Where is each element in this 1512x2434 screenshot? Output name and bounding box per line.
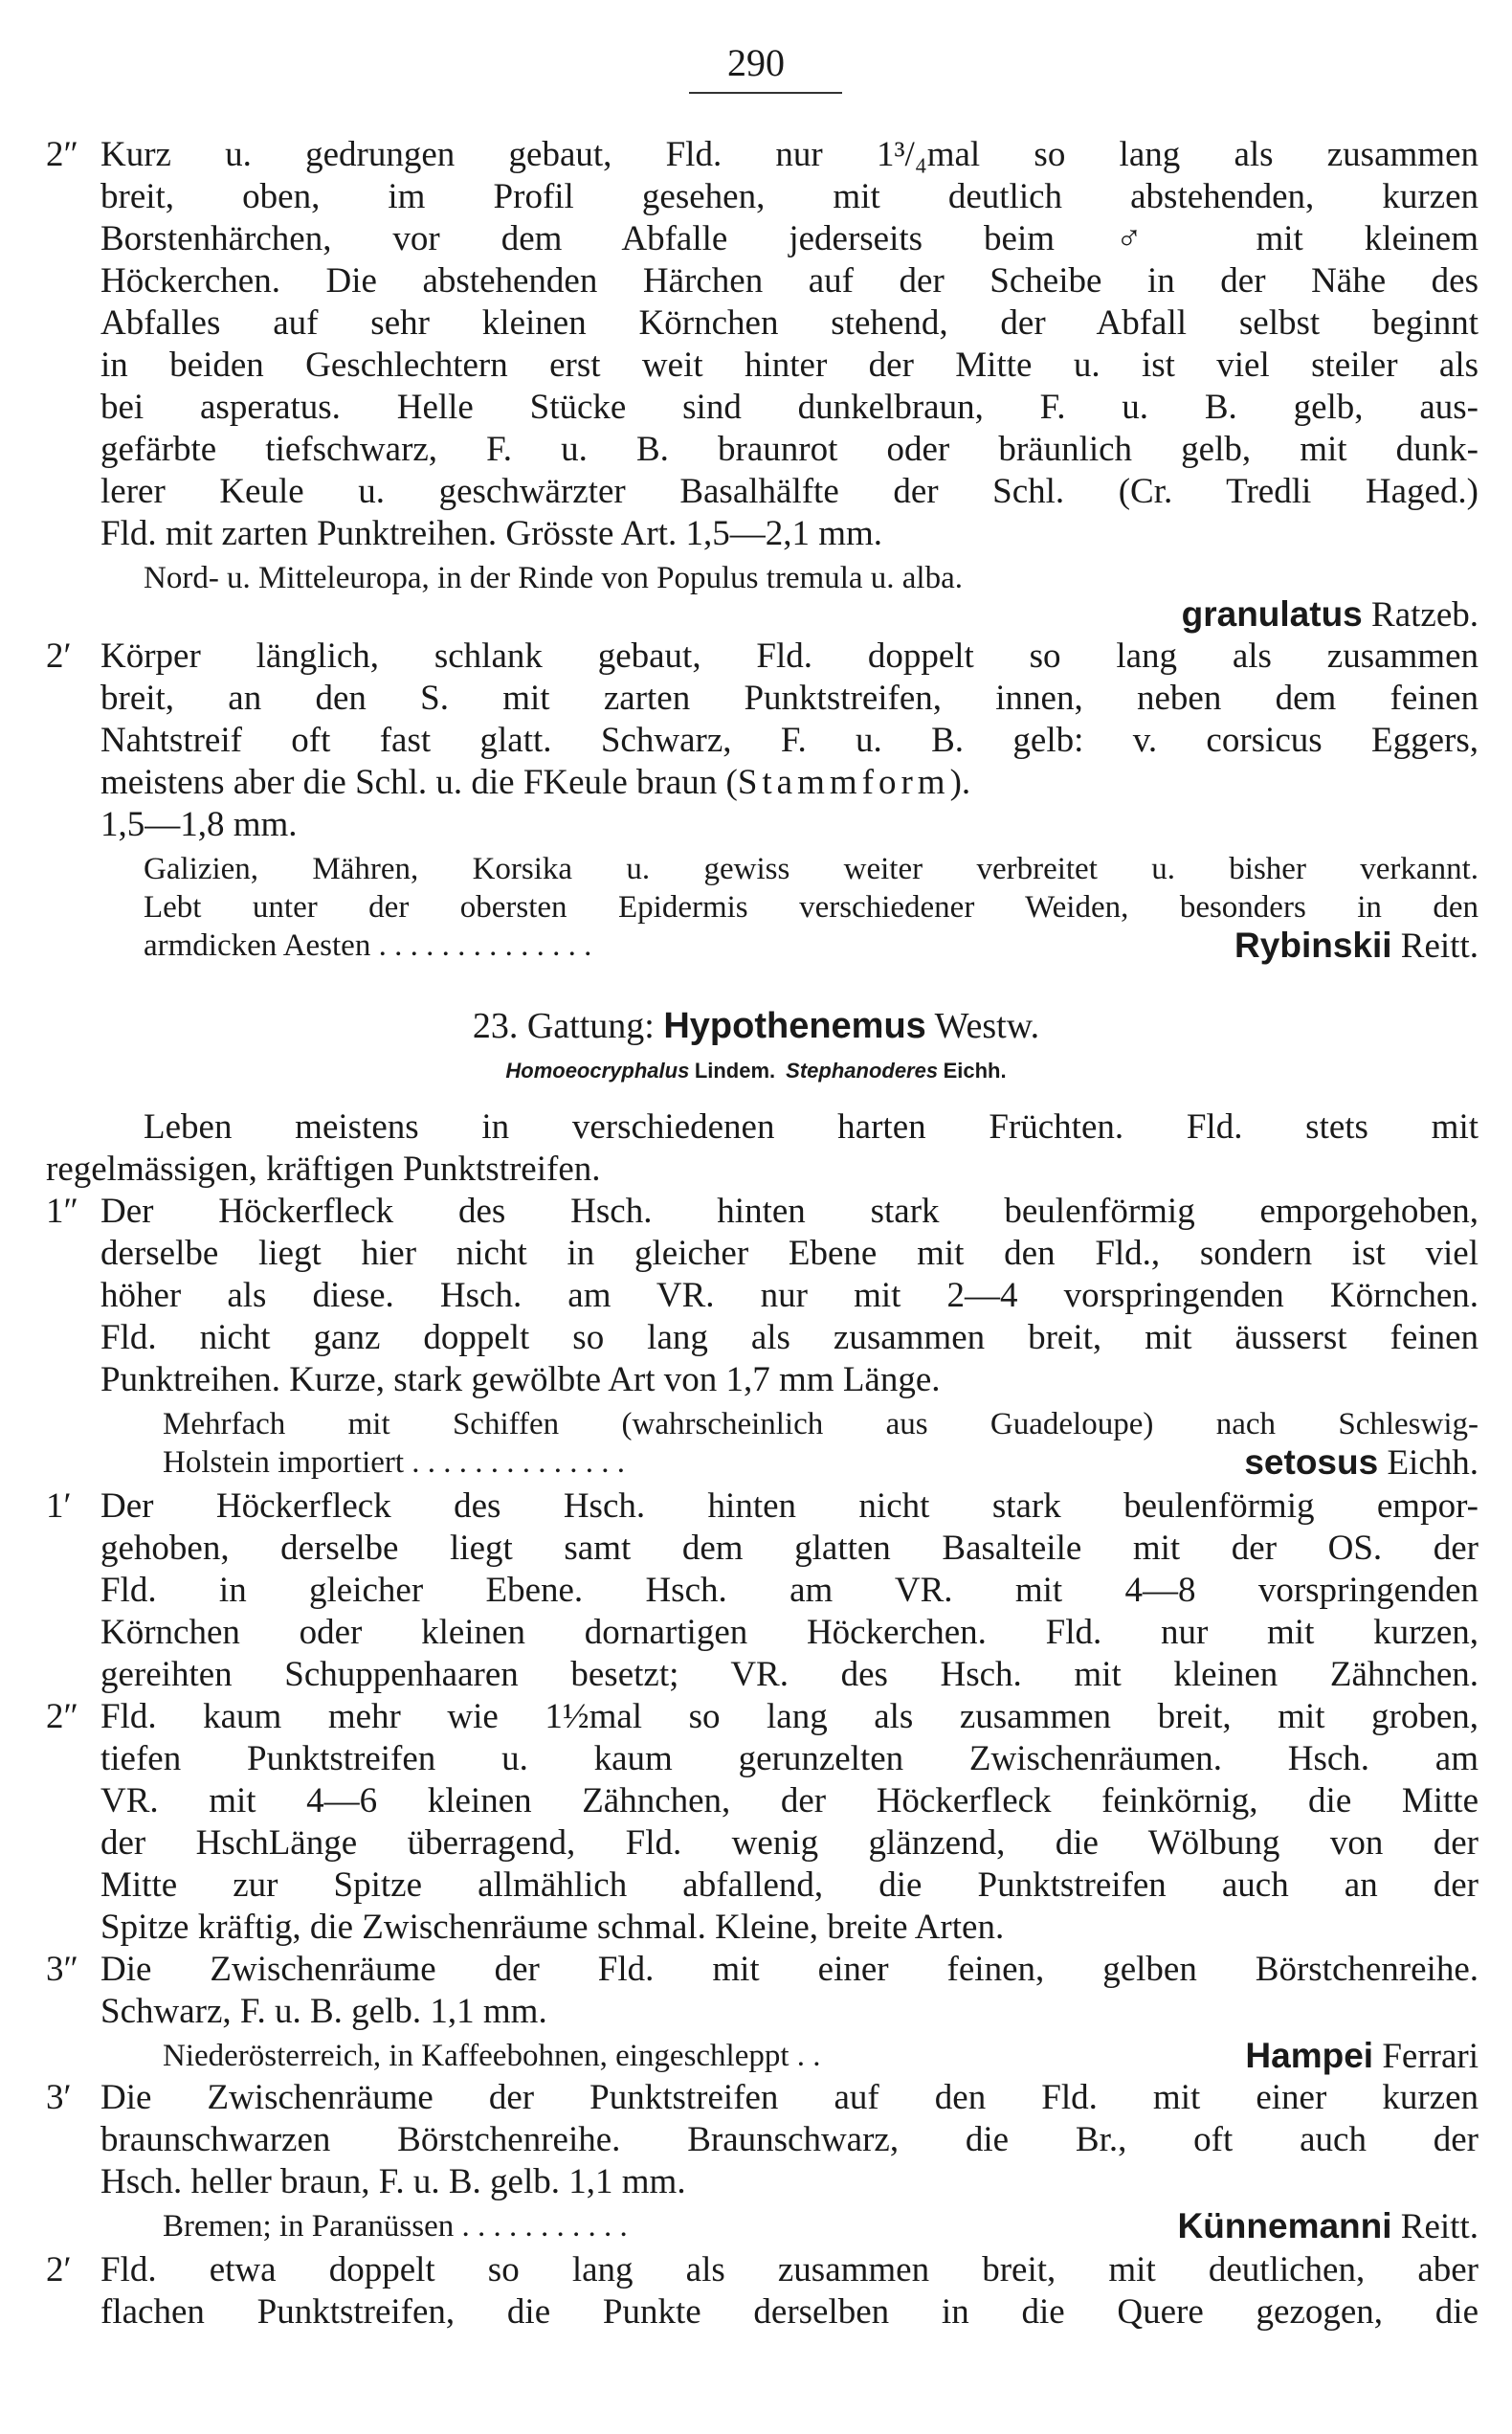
page-number: 290 — [727, 41, 785, 84]
species-author: Reitt. — [1400, 2207, 1479, 2246]
species-author: Ratzeb. — [1371, 595, 1479, 635]
species-author: Reitt. — [1400, 927, 1479, 966]
couplet-number: 3′ — [46, 2078, 72, 2117]
text-line: meistens aber die Schl. u. die FKeule braun (Stammform). — [100, 763, 971, 802]
species-line: armdicken Aesten . . . . . . . . . . . . . . Rybinskii Reitt. — [144, 926, 1479, 966]
species-author: Ferrari — [1382, 2037, 1479, 2076]
species-author: Eichh. — [1387, 1443, 1479, 1483]
couplet-number: 2″ — [46, 1697, 78, 1736]
page-number-rule — [689, 92, 842, 94]
species-name: granulatus — [1181, 594, 1363, 634]
species-name: setosus — [1244, 1442, 1379, 1482]
genus-synonyms: Homoeocryphalus Lindem. Stephanoderes Eichh. — [505, 1059, 1007, 1083]
species-line: Holstein importiert . . . . . . . . . . . . . . setosus Eichh. — [163, 1442, 1479, 1483]
couplet-number: 1″ — [46, 1192, 78, 1231]
stammform-label: Stammform — [737, 763, 950, 802]
couplet-number: 1′ — [46, 1486, 72, 1526]
species-line: Niederösterreich, in Kaffeebohnen, eingeschleppt . . Hampei Ferrari — [163, 2036, 1479, 2076]
couplet-number: 2′ — [46, 636, 72, 676]
couplet-number: 2′ — [46, 2250, 72, 2289]
couplet-number: 3″ — [46, 1950, 78, 1989]
species-line: Bremen; in Paranüssen . . . . . . . . . . . Künnemanni Reitt. — [163, 2206, 1479, 2246]
genus-name: Hypothenemus — [663, 1006, 926, 1046]
species-name: Rybinskii — [1234, 926, 1392, 965]
species-name: Hampei — [1245, 2036, 1374, 2075]
genus-heading: 23. Gattung: Hypothenemus Westw. — [472, 1006, 1040, 1046]
couplet-number: 2″ — [46, 135, 78, 174]
book-page: 290 2″ Kurz u. gedrungen gebaut, Fld. nur 1³/₄mal so lang als zusammen breit, oben, im Profil gesehen, mit deutlich abstehenden, kurzen Borstenhärchen, vor dem Abfalle jederseits beim ♂ mit kleinem Höckerchen. Die abstehenden Härchen auf der Scheibe in der Nähe des Abfalles auf sehr kleinen Körnchen stehend, der Abfall selbst beginnt in beiden Geschlechtern erst weit hinter der Mitte u. ist viel steiler als bei asperatus. Helle Stücke sind dunkelbraun, F. u. B. gelb, aus- gefärbte tiefschwarz, F. u. B. braunrot oder bräunlich gelb, mit dunk- lerer Keule u. geschwärzter Basalhälfte der Schl. (Cr. Tredli Haged.) Fld. mit zarten Punktreihen. Grösste Art. 1,5—2,1 mm. Nord- u. Mitteleuropa, in der Rinde von Populus tremula u. alba. granulatus Ratzeb. 2′ Körper länglich, schlank gebaut, Fld. doppelt so lang als zusammen breit, an den S. mit zarten Punktstreifen, innen, neben dem feinen Nahtstreif oft fast glatt. Schwarz, F. u. B. gelb: v. corsicus Eggers, meistens aber die Schl. u. die FKeule braun (Stammform). 1,5—1,8 mm. Galizien, Mähren, Korsika u. gewiss weiter verbreitet u. bisher verkannt. Lebt unter der obersten Epidermis verschiedener Weiden, besonders in den armdicken Aesten . . . . . . . . . . . . . . Rybinskii Reitt. 23. Gattung: Hypothenemus Westw. Homoeocryphalus Lindem. Stephanoderes Eichh. Leben meistens in verschiedenen harten Früchten. Fld. stets mit regelmässigen, kräftigen Punktstreifen. 1″ Der Höckerfleck des Hsch. hinten stark beulenförmig emporgehoben, derselbe liegt hier nicht in gleicher Ebene mit den Fld., sondern ist viel höher als diese. Hsch. am VR. nur mit 2—4 vorspringenden Körnchen. Fld. nicht ganz doppelt so lang als zusammen breit, mit äusserst feinen Punktreihen. Kurze, stark gewölbte Art von 1,7 mm Länge. Mehrfach mit Schiffen (wahrscheinlich aus Guadeloupe) nach Schleswig- Holstein importiert . . . . . . . . . . . . . . setosus Eichh. 1′ Der Höckerfleck des Hsch. hinten nicht stark beulenförmig empor- gehoben, derselbe liegt samt dem glatten Basalteile mit der OS. der Fld. in gleicher Ebene. Hsch. am VR. mit 4—8 vorspringenden Körnchen oder kleinen dornartigen Höckerchen. Fld. nur mit kurzen, gereihten Schuppenhaaren besetzt; VR. des Hsch. mit kleinen Zähnchen. 2″ Fld. kaum mehr wie 1½mal so lang als zusammen breit, mit groben, tiefen Punktstreifen u. kaum gerunzelten Zwischenräumen. Hsch. am VR. mit 4—6 kleinen Zähnchen, der Höckerfleck feinkörnig, die Mitte der HschLänge überragend, Fld. wenig glänzend, die Wölbung von der Mitte zur Spitze allmählich abfallend, die Punktstreifen auch an der Spitze kräftig, die Zwischenräume schmal. Kleine, breite Arten. 3″ Die Zwischenräume der Fld. mit einer feinen, gelben Börstchenreihe. Schwarz, F. u. B. gelb. 1,1 mm. Niederösterreich, in Kaffeebohnen, eingeschleppt . . Hampei Ferrari 3′ Die Zwischenräume der Punktstreifen auf den Fld. mit einer kurzen braunschwarzen Börstchenreihe. Braunschwarz, die Br., oft auch der Hsch. heller braun, F. u. B. gelb. 1,1 mm. Bremen; in Paranüssen . . . . . . . . . . . Künnemanni Reitt. 2′ Fld. etwa doppelt so lang als zusammen breit, mit deutlichen, aber flachen Punktstreifen, die Punkte derselben in die Quere gezogen, die — [0, 0, 1512, 2434]
species-name: Künnemanni — [1177, 2206, 1392, 2245]
